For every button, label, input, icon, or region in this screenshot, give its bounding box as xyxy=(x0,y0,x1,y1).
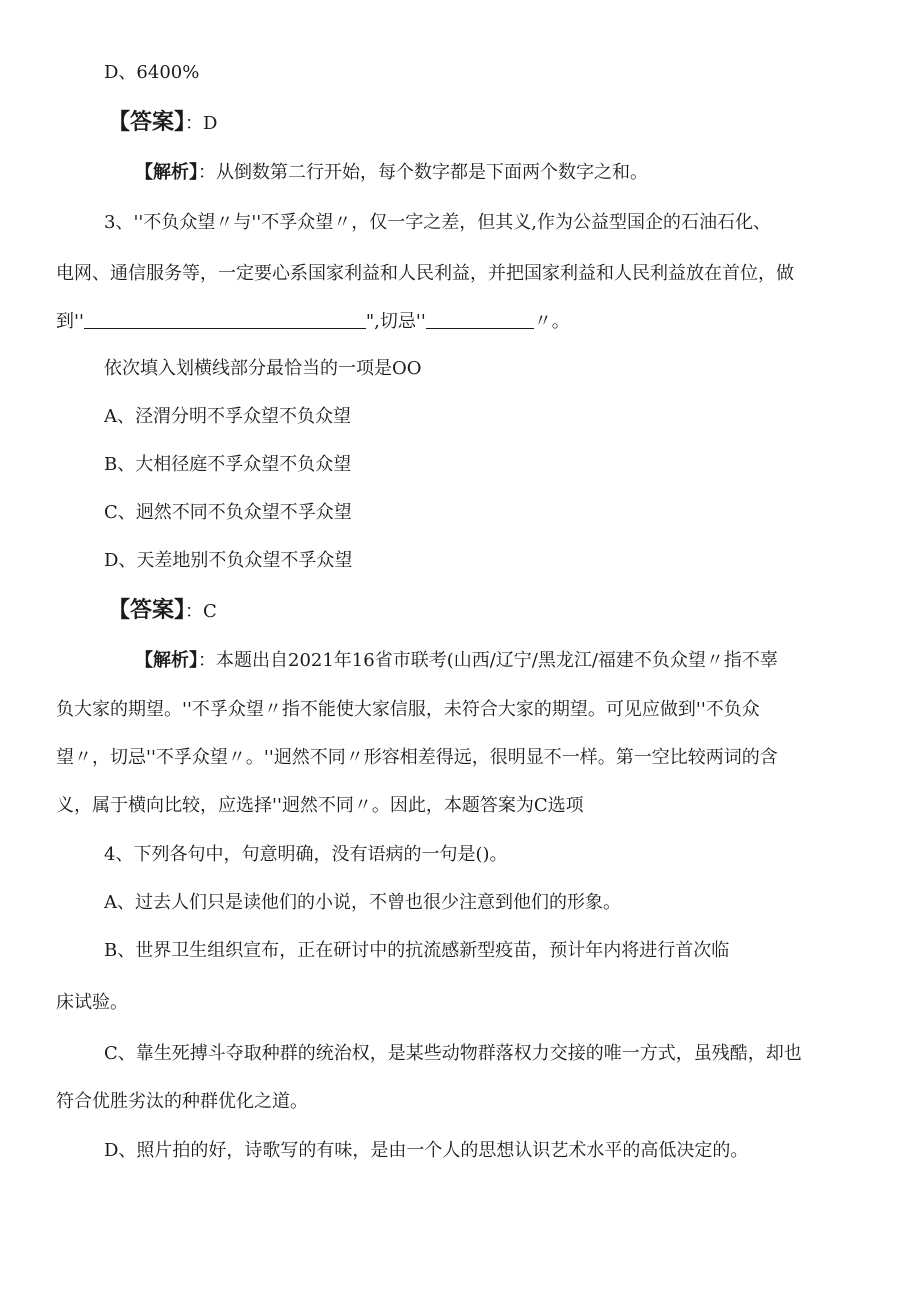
answer-value: C xyxy=(203,601,217,622)
explanation-separator: ： xyxy=(198,650,216,671)
answer-label: 【答案】 xyxy=(108,110,186,135)
q4-option-b-line-1: B、世界卫生组织宣布，正在研讨中的抗流感新型疫苗，预计年内将进行首次临 xyxy=(104,940,730,961)
q3-explanation-line-2: 负大家的期望。''不孚众望〃指不能使大家信服，未符合大家的期望。可见应做到''不负众 xyxy=(56,699,760,720)
q2-answer-row xyxy=(108,110,217,137)
q3-option-b: B、大相径庭不孚众望不负众望 xyxy=(104,454,352,475)
q4-stem: 4、下列各句中，句意明确，没有语病的一句是()。 xyxy=(104,844,508,865)
explanation-label: 【解析】 xyxy=(135,650,198,671)
q3-stem-line-1: 3、''不负众望〃与''不孚众望〃，仅一字之差，但其义,作为公益型国企的石油石化、 xyxy=(104,212,771,233)
q3-explanation-line-1 xyxy=(135,648,778,674)
q4-option-a: A、过去人们只是读他们的小说，不曾也很少注意到他们的形象。 xyxy=(104,892,621,913)
q4-option-c-line-1: C、靠生死搏斗夺取种群的统治权，是某些动物群落权力交接的唯一方式，虽残酷，却也 xyxy=(104,1043,802,1064)
q3-explanation-line-4: 义，属于横向比较，应选择''迥然不同〃。因此，本题答案为C选项 xyxy=(56,795,584,816)
answer-separator: ： xyxy=(185,113,204,134)
q4-option-d: D、照片拍的好，诗歌写的有味，是由一个人的思想认识艺术水平的高低决定的。 xyxy=(104,1140,749,1161)
q4-option-b-line-2: 床试验。 xyxy=(56,992,128,1013)
q3-stem-line-3 xyxy=(56,309,570,335)
q3-stem-text-a: 到'' xyxy=(56,311,84,332)
explanation-label: 【解析】 xyxy=(135,162,198,183)
q3-prompt: 依次填入划横线部分最恰当的一项是OO xyxy=(104,358,422,379)
answer-separator: ： xyxy=(185,601,204,622)
q3-explanation-line-3: 望〃，切忌''不孚众望〃。''迥然不同〃形容相差得远，很明显不一样。第一空比较两词的含 xyxy=(56,747,778,768)
fill-blank-1 xyxy=(84,310,366,329)
q3-stem-text-b: ",切忌'' xyxy=(365,311,426,332)
q3-option-c: C、迥然不同不负众望不孚众望 xyxy=(104,502,352,523)
q2-explanation-row xyxy=(135,160,648,186)
explanation-separator: ： xyxy=(198,162,216,183)
answer-label: 【答案】 xyxy=(108,598,186,623)
q2-option-d: D、6400% xyxy=(104,62,200,83)
q3-stem-line-2: 电网、通信服务等，一定要心系国家利益和人民利益，并把国家利益和人民利益放在首位，做 xyxy=(56,263,794,284)
q3-stem-text-c: 〃。 xyxy=(533,311,570,332)
explanation-text: 从倒数第二行开始，每个数字都是下面两个数字之和。 xyxy=(216,162,648,183)
q3-answer-row xyxy=(108,598,217,625)
q3-option-a: A、泾渭分明不孚众望不负众望 xyxy=(104,406,351,427)
answer-value: D xyxy=(203,113,218,134)
q3-option-d: D、天差地别不负众望不孚众望 xyxy=(104,550,353,571)
q4-option-c-line-2: 符合优胜劣汰的种群优化之道。 xyxy=(56,1091,308,1112)
explanation-text: 本题出自2021年16省市联考(山西/辽宁/黑龙江/福建不负众望〃指不辜 xyxy=(216,650,778,671)
fill-blank-2 xyxy=(426,310,534,329)
